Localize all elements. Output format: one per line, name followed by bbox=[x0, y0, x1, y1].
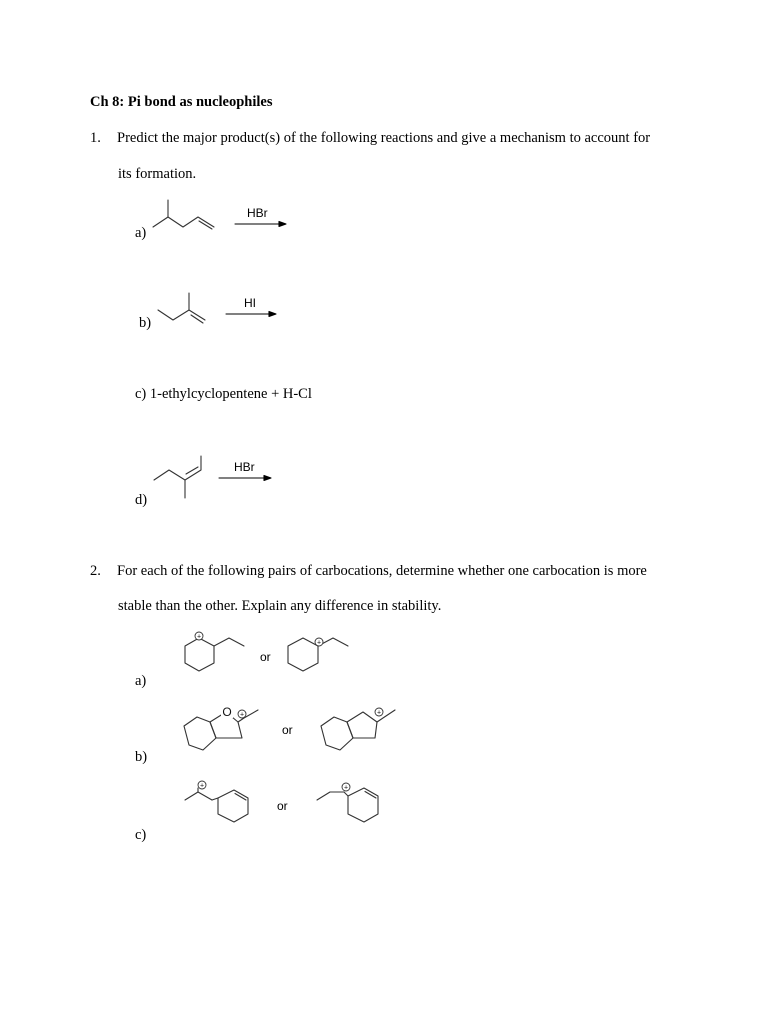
charge-symbol: + bbox=[239, 711, 245, 719]
q1d-label: d) bbox=[135, 492, 148, 508]
charge-symbol: + bbox=[343, 784, 349, 792]
q2a-label: a) bbox=[135, 673, 147, 689]
q2-text-line1: For each of the following pairs of carbocations, determine whether one carbocation is more bbox=[117, 563, 647, 579]
charge-symbol: + bbox=[376, 709, 382, 717]
q2a-carbocation-left bbox=[178, 628, 253, 684]
q1d-reaction-arrow bbox=[218, 473, 274, 483]
q2b-label: b) bbox=[135, 749, 148, 765]
q2a-carbocation-right bbox=[283, 628, 355, 684]
q2-number: 2. bbox=[90, 563, 101, 579]
q2b-or-text: or bbox=[282, 723, 293, 737]
q1a-alkene-structure bbox=[150, 195, 220, 235]
q1c-text: c) 1-ethylcyclopentene + H-Cl bbox=[135, 386, 312, 402]
q2c-carbocation-right bbox=[312, 778, 387, 833]
q1b-reagent: HI bbox=[244, 296, 256, 310]
q1b-reaction-arrow bbox=[225, 309, 279, 319]
q1-text-line1: Predict the major product(s) of the following reactions and give a mechanism to account for bbox=[117, 130, 651, 146]
q1a-reagent: HBr bbox=[247, 206, 268, 220]
q2c-or-text: or bbox=[277, 799, 288, 813]
q2c-allylic-carbocation-left bbox=[180, 778, 255, 833]
page-title: Ch 8: Pi bond as nucleophiles bbox=[90, 94, 273, 110]
q1a-reaction-arrow bbox=[234, 219, 288, 229]
q1a-label: a) bbox=[135, 225, 147, 241]
q2b-carbocation-right bbox=[315, 700, 400, 760]
charge-symbol: + bbox=[196, 633, 202, 641]
charge-symbol: + bbox=[199, 782, 205, 790]
q1b-label: b) bbox=[139, 315, 152, 331]
q1b-alkene-structure bbox=[155, 290, 210, 330]
q2b-oxocarbenium-left bbox=[178, 700, 263, 760]
charge-symbol: + bbox=[316, 639, 322, 647]
q2c-label: c) bbox=[135, 827, 147, 843]
q1d-reagent: HBr bbox=[234, 460, 255, 474]
q1-text-line2: its formation. bbox=[118, 166, 197, 182]
q2-text-line2: stable than the other. Explain any difference in stability. bbox=[118, 598, 442, 614]
oxygen-symbol: O bbox=[222, 705, 232, 719]
q1-number: 1. bbox=[90, 130, 101, 146]
q2a-or-text: or bbox=[260, 650, 271, 664]
q1d-alkene-structure bbox=[150, 452, 210, 502]
